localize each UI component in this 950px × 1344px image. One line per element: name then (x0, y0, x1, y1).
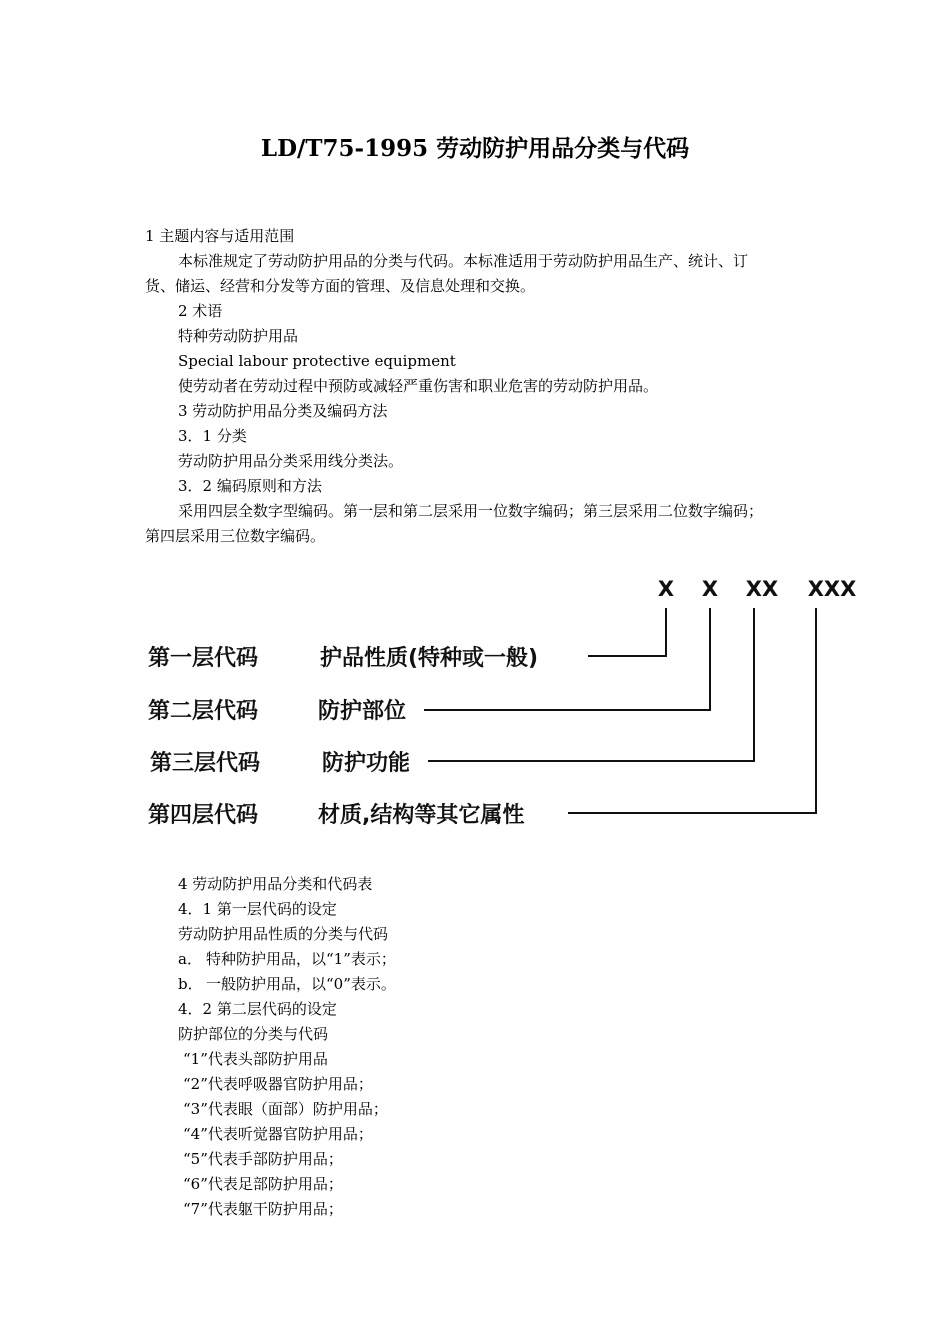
list-item: “2”代表呼吸器官防护用品； (183, 1075, 373, 1093)
section-4-2-text: 防护部位的分类与代码 (178, 1025, 329, 1043)
list-item: “1”代表头部防护用品 (183, 1050, 328, 1068)
code-layer-3: XX (745, 577, 779, 601)
section-3-2-line-1: 采用四层全数字型编码。第一层和第二层采用一位数字编码；第三层采用二位数字编码； (178, 502, 764, 520)
list-item: “6”代表足部防护用品； (183, 1175, 343, 1193)
connector-layer-1 (588, 608, 666, 656)
layer-1-name: 第一层代码 (148, 646, 259, 671)
layer-1-desc: 护品性质(特种或一般) (320, 646, 539, 671)
list-item-text: 特种防护用品，以“1”表示； (206, 950, 396, 968)
code-layer-4: XXX (807, 577, 857, 601)
section-2-heading: 2 术语 (178, 302, 223, 320)
layer-2-name: 第二层代码 (148, 699, 259, 724)
layer-3-desc: 防护功能 (322, 751, 411, 776)
section-3-2-line-2: 第四层采用三位数字编码。 (145, 527, 326, 545)
section-3-heading: 3 劳动防护用品分类及编码方法 (178, 402, 388, 420)
section-4-1-text: 劳动防护用品性质的分类与代码 (178, 925, 389, 943)
code-structure-diagram (0, 560, 950, 830)
term-english: Special labour protective equipment (178, 352, 456, 370)
layer-3-name: 第三层代码 (150, 751, 261, 776)
section-3-2-heading: 3．2 编码原则和方法 (178, 477, 322, 495)
layer-4-desc: 材质,结构等其它属性 (318, 803, 525, 828)
section-3-1-text: 劳动防护用品分类采用线分类法。 (178, 452, 404, 470)
section-3-1-heading: 3．1 分类 (178, 427, 247, 445)
list-item: “4”代表听觉器官防护用品； (183, 1125, 373, 1143)
section-1-paragraph-line-1: 本标准规定了劳动防护用品的分类与代码。本标准适用于劳动防护用品生产、统计、订 (178, 252, 749, 270)
list-item (178, 974, 396, 994)
list-item: “7”代表躯干防护用品； (183, 1200, 343, 1218)
section-1-heading: 1 主题内容与适用范围 (145, 227, 295, 245)
section-1-paragraph-line-2: 货、储运、经营和分发等方面的管理、及信息处理和交换。 (145, 277, 536, 295)
document-title: LD/T75-1995 劳动防护用品分类与代码 (260, 135, 690, 162)
layer-4-name: 第四层代码 (148, 803, 259, 828)
connector-layer-3 (428, 608, 754, 761)
section-4-1-heading: 4．1 第一层代码的设定 (178, 900, 337, 918)
layer-2-desc: 防护部位 (318, 699, 407, 724)
list-item: “3”代表眼（面部）防护用品； (183, 1100, 388, 1118)
list-item-letter: a． (178, 950, 202, 968)
term-definition: 使劳动者在劳动过程中预防或减轻严重伤害和职业危害的劳动防护用品。 (178, 377, 659, 395)
list-item-text: 一般防护用品，以“0”表示。 (206, 975, 396, 993)
list-item: “5”代表手部防护用品； (183, 1150, 343, 1168)
term-name: 特种劳动防护用品 (178, 327, 299, 345)
list-item-letter: b． (178, 975, 203, 993)
code-layer-2: X (701, 577, 719, 601)
list-item (178, 949, 396, 969)
section-4-2-heading: 4．2 第二层代码的设定 (178, 1000, 337, 1018)
code-layer-1: X (657, 577, 675, 601)
section-4-heading: 4 劳动防护用品分类和代码表 (178, 875, 373, 893)
